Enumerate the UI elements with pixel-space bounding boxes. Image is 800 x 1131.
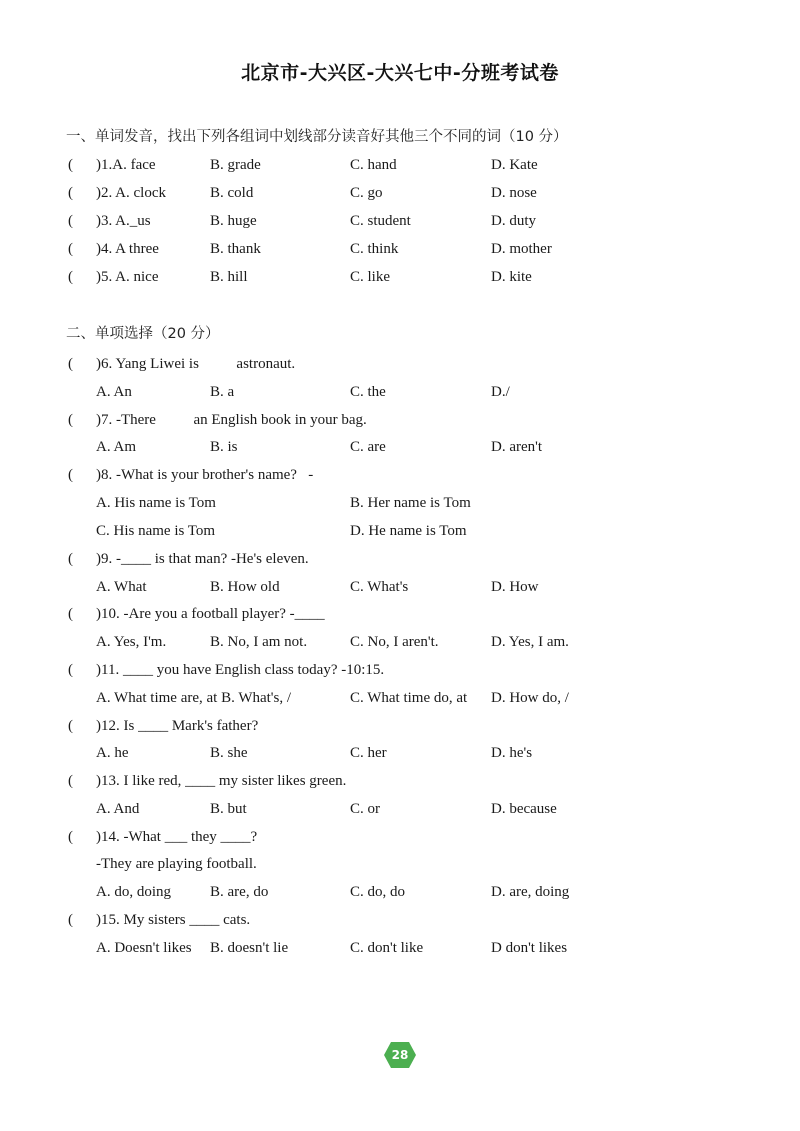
- page-title: 北京市-大兴区-大兴七中-分班考试卷: [241, 62, 559, 84]
- question-row: [0, 209, 800, 233]
- option-d: D. because: [491, 801, 557, 817]
- option-a: A. Am: [96, 439, 137, 455]
- question-text: )8. -What is your brother's name? -: [96, 467, 314, 483]
- option-d: D. duty: [491, 213, 536, 229]
- options-row: [0, 519, 800, 543]
- option-d: D. kite: [491, 269, 532, 285]
- option-c: C. or: [350, 801, 380, 817]
- option-d: D. mother: [491, 241, 552, 257]
- section-1-heading: 一、单词发音，找出下列各组词中划线部分读音好其他三个不同的词（10 分）: [66, 129, 568, 145]
- options-row: [0, 380, 800, 404]
- question-stem: [0, 714, 800, 738]
- page-number: 28: [391, 1048, 409, 1062]
- option-c: C. What time do, at: [350, 690, 468, 706]
- question-stem: [0, 352, 800, 376]
- option-d: D don't likes: [491, 940, 568, 956]
- option-c: C. the: [350, 384, 386, 400]
- question-stem: [0, 769, 800, 793]
- option-b: B. Her name is Tom: [350, 495, 471, 511]
- answer-paren: (: [68, 606, 73, 622]
- question-stem: [0, 658, 800, 682]
- question-stem: [0, 908, 800, 932]
- option-a: A. Doesn't likes: [96, 940, 192, 956]
- answer-paren: (: [68, 467, 73, 483]
- question-text: )9. -____ is that man? -He's eleven.: [96, 551, 309, 567]
- options-row: [0, 686, 800, 710]
- answer-paren: (: [68, 185, 73, 201]
- option-a: )3. A._us: [96, 213, 151, 229]
- option-b: B. No, I am not.: [210, 634, 308, 650]
- option-d: D. nose: [491, 185, 537, 201]
- options-row: [0, 491, 800, 515]
- option-a: )4. A three: [96, 241, 159, 257]
- page-number-badge: [383, 1041, 417, 1069]
- question-row: [0, 265, 800, 289]
- option-b: B. huge: [210, 213, 257, 229]
- option-a: A. What: [96, 579, 147, 595]
- options-row: [0, 741, 800, 765]
- option-c: C. His name is Tom: [96, 523, 216, 539]
- option-d: D. Kate: [491, 157, 538, 173]
- option-b: B. thank: [210, 241, 261, 257]
- question-stem: [0, 825, 800, 849]
- option-c: C. No, I aren't.: [350, 634, 439, 650]
- question-text: )13. I like red, ____ my sister likes green.: [96, 773, 347, 789]
- option-c: C. do, do: [350, 884, 406, 900]
- question-stem: [0, 547, 800, 571]
- option-c: C. don't like: [350, 940, 424, 956]
- question-text: )7. -There an English book in your bag.: [96, 412, 367, 428]
- answer-paren: (: [68, 356, 73, 372]
- answer-paren: (: [68, 551, 73, 567]
- question-row: [0, 153, 800, 177]
- question-stem: [0, 408, 800, 432]
- option-b: B. cold: [210, 185, 254, 201]
- option-b: B. is: [210, 439, 238, 455]
- option-b: B. hill: [210, 269, 248, 285]
- question-text: )14. -What ___ they ____?: [96, 829, 258, 845]
- option-a: A. he: [96, 745, 129, 761]
- answer-paren: (: [68, 829, 73, 845]
- question-text: )11. ____ you have English class today? -10:15.: [96, 662, 385, 678]
- option-b: B. doesn't lie: [210, 940, 289, 956]
- option-c: C. hand: [350, 157, 397, 173]
- option-a: A. An: [96, 384, 132, 400]
- option-d: D. aren't: [491, 439, 543, 455]
- option-d: D. he's: [491, 745, 533, 761]
- option-d: D./: [491, 384, 510, 400]
- answer-paren: (: [68, 241, 73, 257]
- option-a: )2. A. clock: [96, 185, 166, 201]
- option-c: C. like: [350, 269, 390, 285]
- option-a: A. Yes, I'm.: [96, 634, 167, 650]
- question-stem: [0, 602, 800, 626]
- options-row: [0, 936, 800, 960]
- answer-paren: (: [68, 412, 73, 428]
- option-b: B. a: [210, 384, 235, 400]
- option-b: B. she: [210, 745, 248, 761]
- option-a: A. And: [96, 801, 140, 817]
- option-d: D. Yes, I am.: [491, 634, 569, 650]
- question-row: [0, 181, 800, 205]
- option-a: )5. A. nice: [96, 269, 159, 285]
- option-a: A. do, doing: [96, 884, 171, 900]
- question-text: )12. Is ____ Mark's father?: [96, 718, 259, 734]
- answer-paren: (: [68, 213, 73, 229]
- options-row: [0, 797, 800, 821]
- answer-paren: (: [68, 269, 73, 285]
- option-b: B. are, do: [210, 884, 269, 900]
- question-stem-line-2: [0, 852, 800, 876]
- question-text: )6. Yang Liwei is astronaut.: [96, 356, 296, 372]
- option-c: C. go: [350, 185, 383, 201]
- options-row: [0, 880, 800, 904]
- option-d: D. How do, /: [491, 690, 569, 706]
- options-row: [0, 435, 800, 459]
- option-b: B. but: [210, 801, 247, 817]
- options-row: [0, 575, 800, 599]
- option-d: D. How: [491, 579, 539, 595]
- section-2-heading: 二、单项选择（20 分）: [66, 326, 220, 342]
- option-c: C. What's: [350, 579, 409, 595]
- option-c: C. student: [350, 213, 411, 229]
- option-d: D. He name is Tom: [350, 523, 467, 539]
- question-text: )10. -Are you a football player? -____: [96, 606, 325, 622]
- option-a-b: A. What time are, at B. What's, /: [96, 690, 292, 706]
- answer-paren: (: [68, 157, 73, 173]
- option-a: A. His name is Tom: [96, 495, 216, 511]
- option-a: )1.A. face: [96, 157, 156, 173]
- answer-paren: (: [68, 773, 73, 789]
- option-b: B. grade: [210, 157, 261, 173]
- question-row: [0, 237, 800, 261]
- option-c: C. are: [350, 439, 386, 455]
- option-c: C. her: [350, 745, 387, 761]
- option-b: B. How old: [210, 579, 280, 595]
- option-c: C. think: [350, 241, 399, 257]
- option-d: D. are, doing: [491, 884, 570, 900]
- options-row: [0, 630, 800, 654]
- answer-paren: (: [68, 662, 73, 678]
- answer-paren: (: [68, 912, 73, 928]
- answer-paren: (: [68, 718, 73, 734]
- question-stem: [0, 463, 800, 487]
- question-text: )15. My sisters ____ cats.: [96, 912, 251, 928]
- question-text: -They are playing football.: [96, 856, 257, 872]
